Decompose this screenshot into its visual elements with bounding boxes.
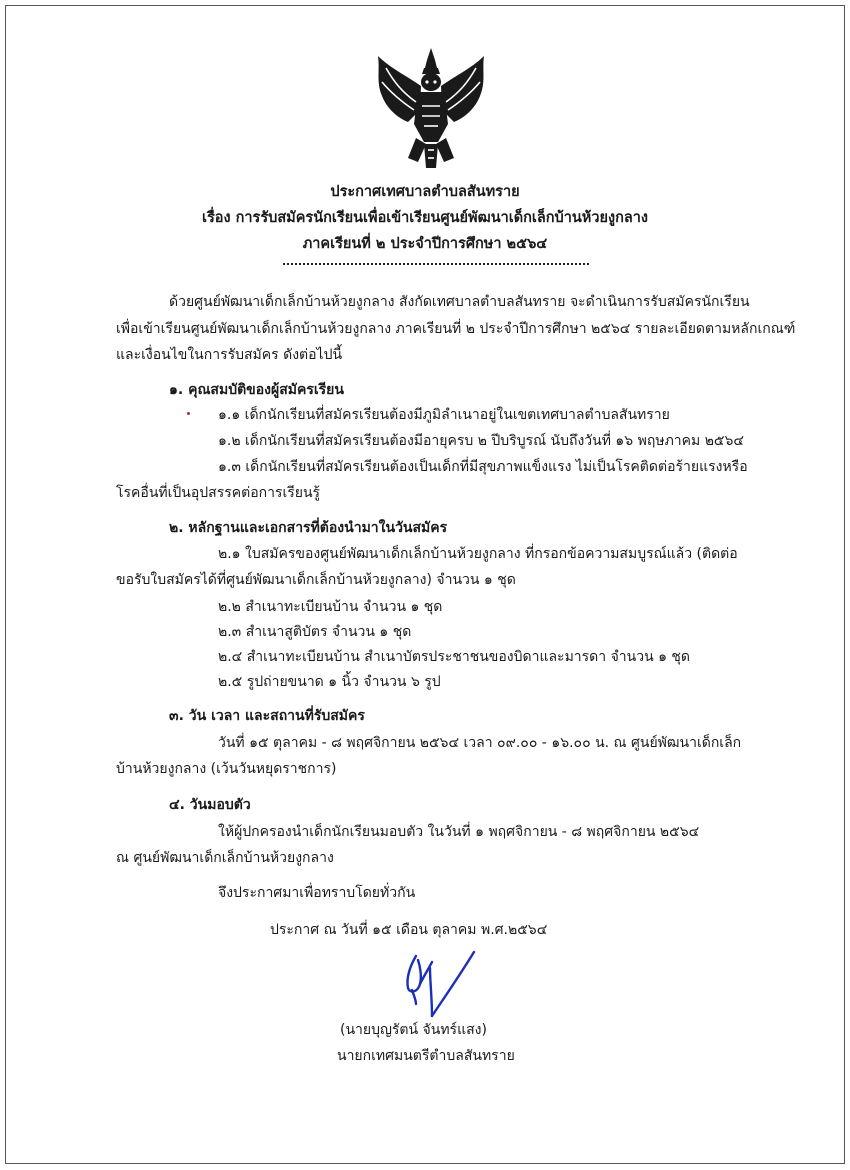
- section-2-line-4: ๒.๓ สำเนาสูติบัตร จำนวน ๑ ชุด: [218, 624, 412, 640]
- header-subject: เรื่อง การรับสมัครนักเรียนเพื่อเข้าเรียนศูนย์พัฒนาเด็กเล็กบ้านห้วยงูกลาง: [202, 210, 648, 226]
- section-4-line-1: ให้ผู้ปกครองนำเด็กนักเรียนมอบตัว ในวันที่ ๑ พฤศจิกายน - ๘ พฤศจิกายน ๒๕๖๔: [218, 824, 700, 840]
- section-4-line-2: ณ ศูนย์พัฒนาเด็กเล็กบ้านห้วยงูกลาง: [116, 850, 334, 866]
- section-1-line-4: โรคอื่นที่เป็นอุปสรรคต่อการเรียนรู้: [116, 485, 321, 501]
- section-1-line-2: ๑.๒ เด็กนักเรียนที่สมัครเรียนต้องมีอายุครบ ๒ ปีบริบูรณ์ นับถึงวันที่ ๑๖ พฤษภาคม ๒๕๖๔: [218, 433, 745, 449]
- signer-position: นายกเทศมนตรีตำบลสันทราย: [337, 1048, 515, 1064]
- garuda-emblem: [372, 46, 490, 170]
- closing-notice: จึงประกาศมาเพื่อทราบโดยทั่วกัน: [218, 885, 416, 901]
- section-3-line-2: บ้านห้วยงูกลาง (เว้นวันหยุดราชการ): [116, 761, 337, 777]
- section-3-title: ๓. วัน เวลา และสถานที่รับสมัคร: [169, 708, 365, 724]
- section-2-line-6: ๒.๕ รูปถ่ายขนาด ๑ นิ้ว จำนวน ๖ รูป: [218, 674, 441, 690]
- header-term: ภาคเรียนที่ ๒ ประจำปีการศึกษา ๒๕๖๔: [302, 236, 548, 252]
- section-2-line-1: ๒.๑ ใบสมัครของศูนย์พัฒนาเด็กเล็กบ้านห้วยงูกลาง ที่กรอกข้อความสมบูรณ์แล้ว (ติดต่อ: [218, 546, 738, 562]
- intro-line-1: ด้วยศูนย์พัฒนาเด็กเล็กบ้านห้วยงูกลาง สังกัดเทศบาลตำบลสันทราย จะดำเนินการรับสมัครนักเรียน: [169, 294, 750, 310]
- section-1-title: ๑. คุณสมบัติของผู้สมัครเรียน: [169, 382, 344, 398]
- section-1-line-1: ๑.๑ เด็กนักเรียนที่สมัครเรียนต้องมีภูมิลำเนาอยู่ในเขตเทศบาลตำบลสันทราย: [218, 407, 670, 423]
- section-2-line-2: ขอรับใบสมัครได้ที่ศูนย์พัฒนาเด็กเล็กบ้านห้วยงูกลาง) จำนวน ๑ ชุด: [116, 572, 516, 588]
- header-org: ประกาศเทศบาลตำบลสันทราย: [330, 184, 520, 200]
- section-4-title: ๔. วันมอบตัว: [169, 797, 251, 813]
- section-2-title: ๒. หลักฐานและเอกสารที่ต้องนำมาในวันสมัคร: [169, 520, 448, 536]
- section-2-line-5: ๒.๔ สำเนาทะเบียนบ้าน สำเนาบัตรประชาชนของบิดาและมารดา จำนวน ๑ ชุด: [218, 649, 691, 665]
- signature-image: [396, 946, 496, 1024]
- stray-mark: [187, 412, 190, 415]
- section-1-line-3: ๑.๓ เด็กนักเรียนที่สมัครเรียนต้องเป็นเด็กที่มีสุขภาพแข็งแรง ไม่เป็นโรคติดต่อร้ายแรงหรือ: [218, 459, 748, 475]
- section-3-line-1: วันที่ ๑๕ ตุลาคม - ๘ พฤศจิกายน ๒๕๖๔ เวลา ๐๙.๐๐ - ๑๖.๐๐ น. ณ ศูนย์พัฒนาเด็กเล็ก: [218, 735, 742, 751]
- signer-name: (นายบุญรัตน์ จันทร์แสง): [340, 1022, 487, 1038]
- intro-line-2: เพื่อเข้าเรียนศูนย์พัฒนาเด็กเล็กบ้านห้วยงูกลาง ภาคเรียนที่ ๒ ประจำปีการศึกษา ๒๕๖๔ รายละเอียดตามหลักเกณฑ์: [116, 321, 796, 337]
- divider-dotted: [283, 263, 589, 265]
- intro-line-3: และเงื่อนไขในการรับสมัคร ดังต่อไปนี้: [116, 347, 343, 363]
- section-2-line-3: ๒.๒ สำเนาทะเบียนบ้าน จำนวน ๑ ชุด: [218, 599, 443, 615]
- closing-date: ประกาศ ณ วันที่ ๑๕ เดือน ตุลาคม พ.ศ.๒๕๖๔: [270, 922, 548, 938]
